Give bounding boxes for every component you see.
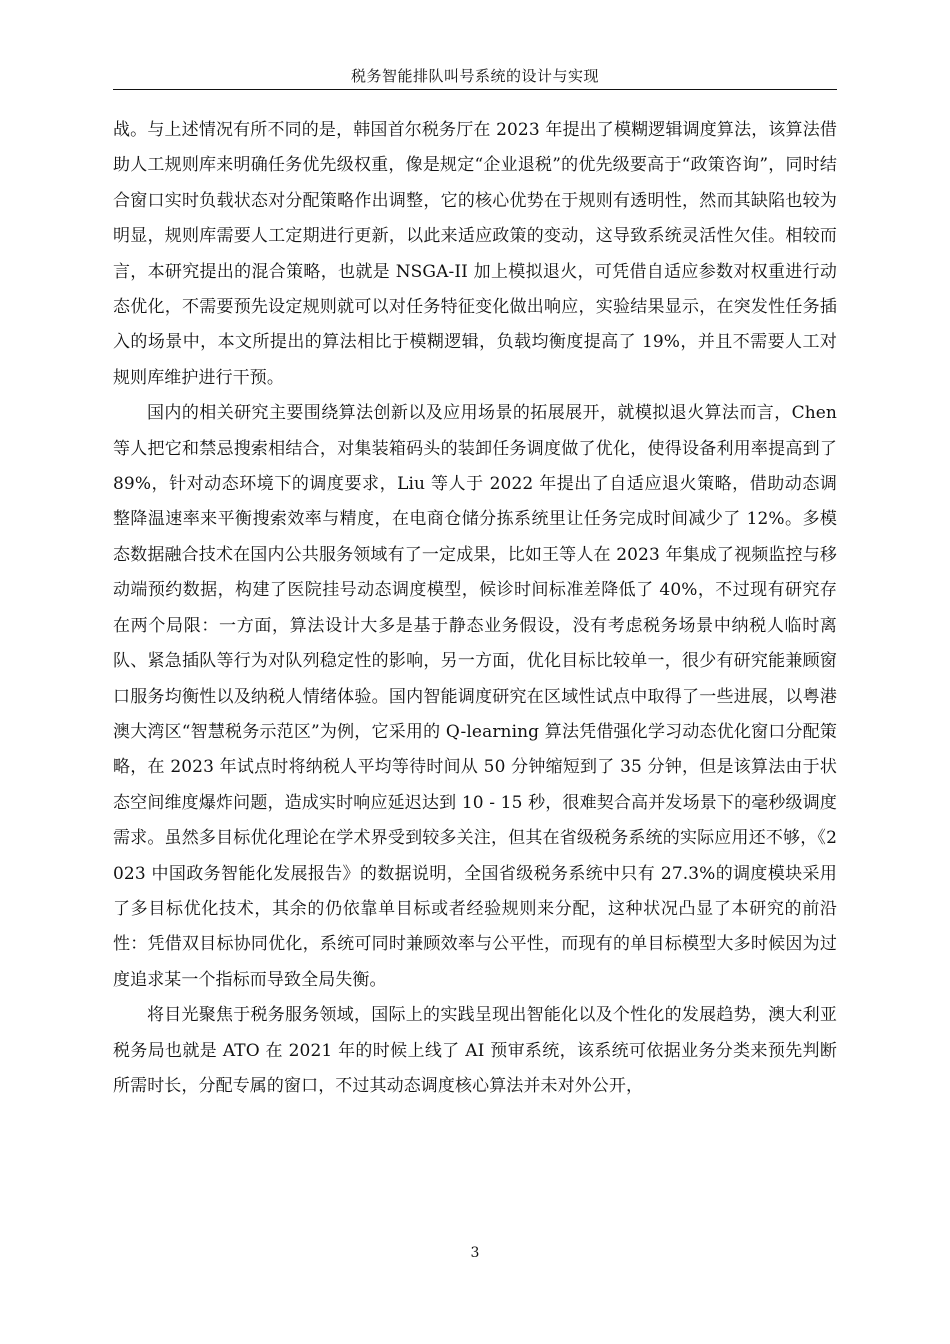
page-number: 3 xyxy=(470,1245,480,1261)
paragraph-tax-service-field: 将目光聚焦于税务服务领域，国际上的实践呈现出智能化以及个性化的发展趋势，澳大利亚税务局也就是 ATO 在 2021 年的时候上线了 AI 预审系统，该系统可依据业务分类来预先判断所需时长，分配专属的窗口，不过其动态调度核心算法并未对外公开， xyxy=(113,1005,837,1096)
running-header: 税务智能排队叫号系统的设计与实现 xyxy=(350,67,599,85)
paragraph-domestic-research: 国内的相关研究主要围绕算法创新以及应用场景的拓展展开，就模拟退火算法而言，Chen 等人把它和禁忌搜索相结合，对集装箱码头的装卸任务调度做了优化，使得设备利用率提高到了 89%，针对动态环境下的调度要求，Liu 等人于 2022 年提出了自适应退火策略，借助动态调整降温速率来平衡搜索效率与精度，在电商仓储分拣系统里让任务完成时间减少了 12%。多模态数据融合技术在国内公共服务领域有了一定成果，比如王等人在 2023 年集成了视频监控与移动端预约数据，构建了医院挂号动态调度模型，候诊时间标准差降低了 40%，不过现有研究存在两个局限：一方面，算法设计大多是基于静态业务假设，没有考虑税务场景中纳税人临时离队、紧急插队等行为对队列稳定性的影响，另一方面，优化目标比较单一，很少有研究能兼顾窗口服务均衡性以及纳税人情绪体验。国内智能调度研究在区域性试点中取得了一些进展，以粤港澳大湾区“智慧税务示范区”为例，它采用的 Q-learning 算法凭借强化学习动态优化窗口分配策略，在 2023 年试点时将纳税人平均等待时间从 50 分钟缩短到了 35 分钟，但是该算法由于状态空间维度爆炸问题，造成实时响应延迟达到 10 - 15 秒，很难契合高并发场景下的毫秒级调度需求。虽然多目标优化理论在学术界受到较多关注，但其在省级税务系统的实际应用还不够，《2023 中国政务智能化发展报告》的数据说明，全国省级税务系统中只有 27.3%的调度模块采用了多目标优化技术，其余的仍依靠单目标或者经验规则来分配，这种状况凸显了本研究的前沿性：凭借双目标协同优化，系统可同时兼顾效率与公平性，而现有的单目标模型大多时候因为过度追求某一个指标而导致全局失衡。 xyxy=(113,403,837,990)
header-divider xyxy=(113,89,837,90)
paragraph-continued: 战。与上述情况有所不同的是，韩国首尔税务厅在 2023 年提出了模糊逻辑调度算法，该算法借助人工规则库来明确任务优先级权重，像是规定“企业退税”的优先级要高于“政策咨询”，同时结合窗口实时负载状态对分配策略作出调整，它的核心优势在于规则有透明性，然而其缺陷也较为明显，规则库需要人工定期进行更新，以此来适应政策的变动，这导致系统灵活性欠佳。相较而言，本研究提出的混合策略，也就是 NSGA-II 加上模拟退火，可凭借自适应参数对权重进行动态优化，不需要预先设定规则就可以对任务特征变化做出响应，实验结果显示，在突发性任务插入的场景中，本文所提出的算法相比于模糊逻辑，负载均衡度提高了 19%，并且不需要人工对规则库维护进行干预。 xyxy=(113,120,837,388)
body-text xyxy=(113,113,837,1104)
